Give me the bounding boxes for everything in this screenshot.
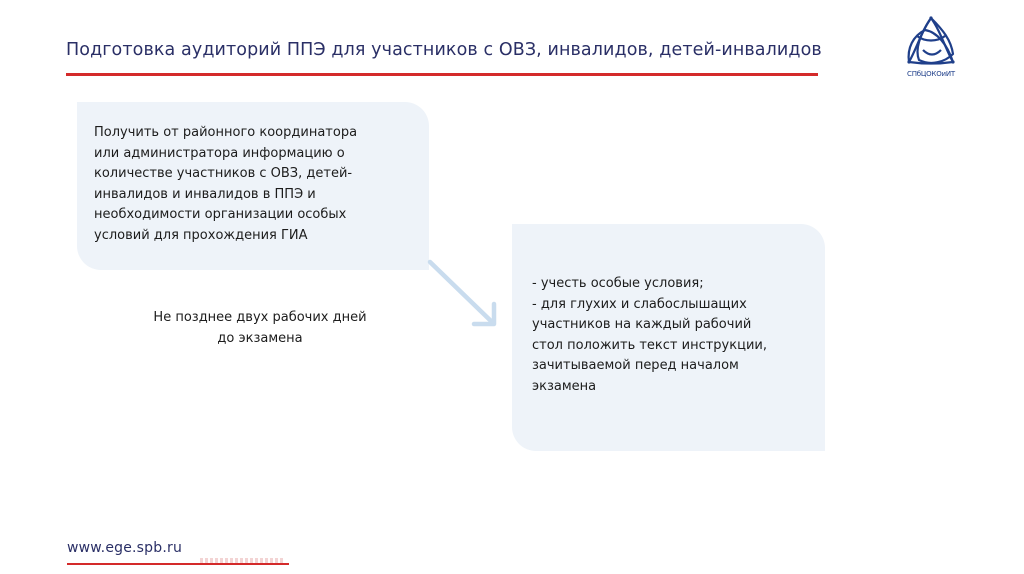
step-box-inform-text: Получить от районного координатора или администратора информацию о количестве участников с ОВЗ, детей- инвалидов и инвалидов в ППЭ и необходимости организации особых условий для прохождения ГИА [94,125,358,243]
logo [895,14,967,82]
title-underline [66,73,818,76]
footer-link[interactable]: www.ege.spb.ru [67,540,183,556]
footer-underline [67,563,289,565]
step-box-inform [77,102,429,270]
slide-title: Подготовка аудиторий ППЭ для участников с ОВЗ, инвалидов, детей-инвалидов [66,40,822,60]
logo-caption: СПбЦОКОиИТ [907,70,955,78]
arrow-down-right-icon [424,258,504,332]
step-box-conditions-text: - учесть особые условия; - для глухих и слабослышащих участников на каждый рабочий стол положить текст инструкции, зачитываемой перед началом экзамена [532,276,767,394]
triquetra-logo-icon [895,14,967,72]
deadline-note: Не позднее двух рабочих дней до экзамена [153,310,367,346]
step-box-conditions [512,224,825,451]
